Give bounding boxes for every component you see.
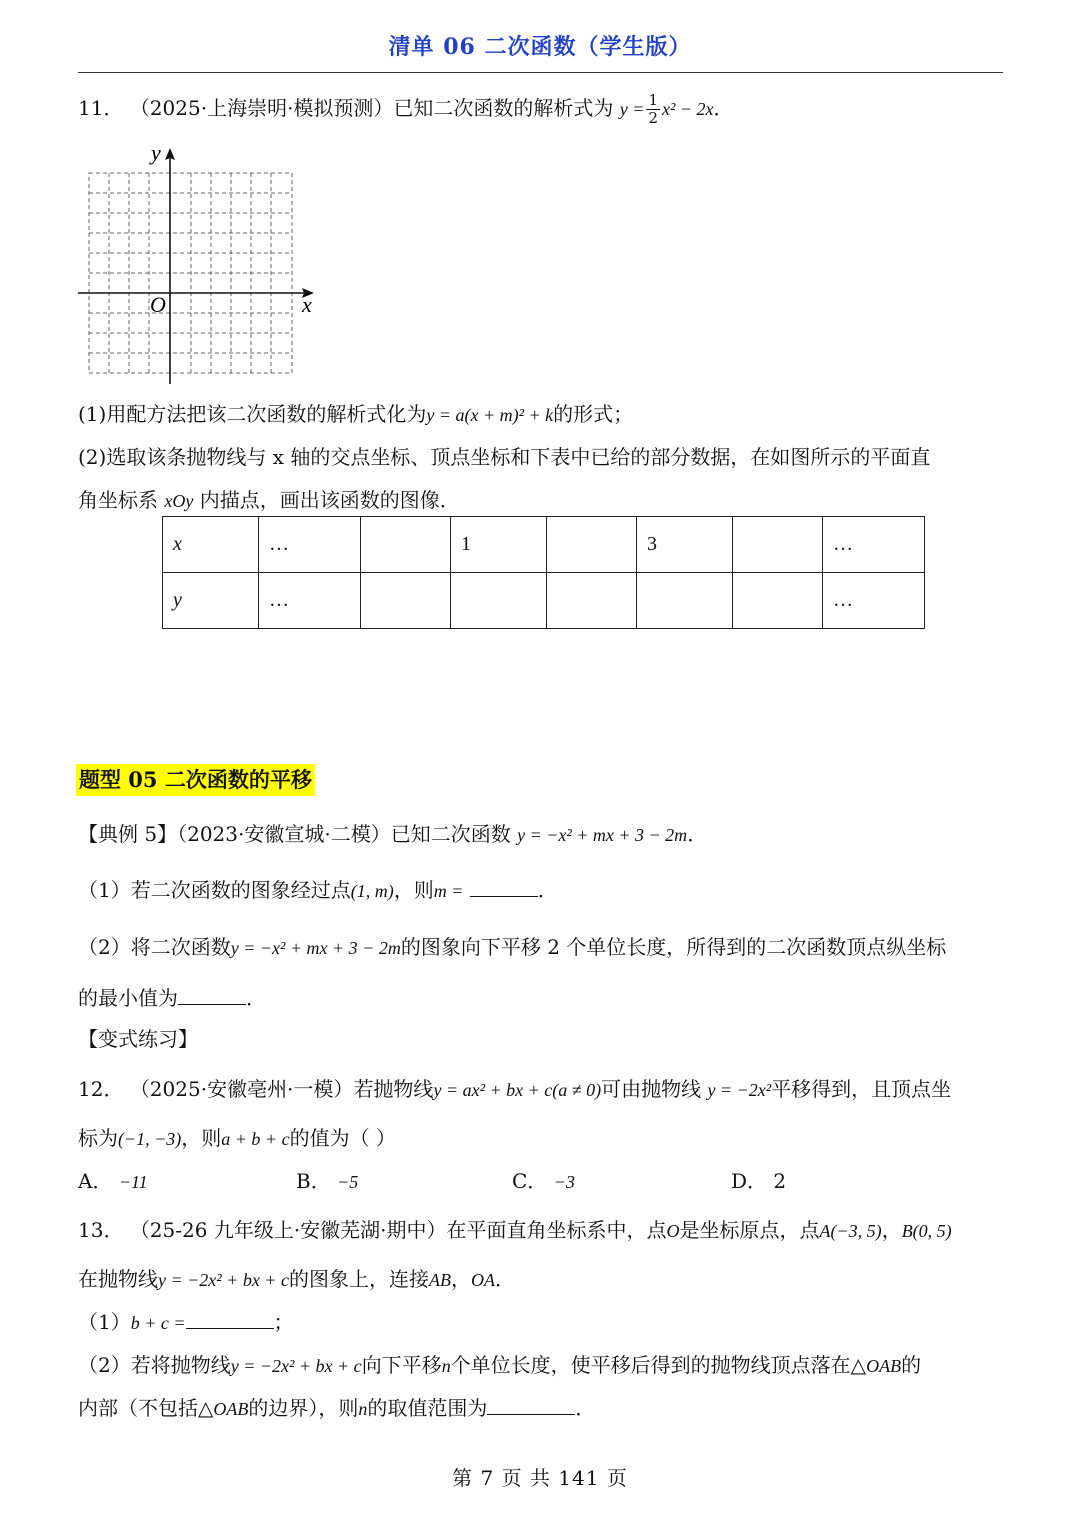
q13-line2-mid: 的图象上，连接 — [288, 1267, 429, 1291]
q11-part2-line1: (2)选取该条抛物线与 x 轴的交点坐标、顶点坐标和下表中已给的部分数据，在如图所示的平面直 — [78, 445, 931, 469]
q11-part2-line2-pre: 角坐标系 — [78, 488, 158, 512]
answer-blank[interactable] — [487, 1396, 575, 1415]
q11-part1-post: 的形式； — [553, 402, 634, 426]
table-cell — [547, 573, 637, 629]
q11-stem — [78, 92, 734, 127]
example5-point: (1, m) — [350, 881, 394, 901]
table-cell — [733, 517, 823, 573]
q12-formula1: y = ax² + bx + c(a ≠ 0) — [433, 1080, 602, 1100]
example5-part2-line2 — [78, 982, 266, 1011]
q13-part2 — [78, 1349, 921, 1378]
q13-pointA: A(−3, 5) — [819, 1221, 882, 1241]
table-cell — [451, 573, 547, 629]
q11-part2-math: xOy — [164, 491, 194, 511]
q11-part1-pre: (1)用配方法把该二次函数的解析式化为 — [78, 402, 427, 426]
table-cell: 1 — [451, 517, 547, 573]
q13-part2-n: n — [441, 1356, 451, 1376]
example5-formula: y = −x² + mx + 3 − 2m — [517, 825, 688, 845]
example5-part1-pre: （1）若二次函数的图象经过点 — [78, 878, 351, 902]
table-cell — [733, 573, 823, 629]
q11-part2-line2 — [78, 484, 460, 513]
q12-point: (−1, −3) — [118, 1129, 182, 1149]
table-row-x — [163, 517, 925, 573]
table-cell — [361, 517, 451, 573]
q13-part2-post2: 的 — [901, 1353, 922, 1377]
choice-b[interactable] — [296, 1165, 358, 1194]
q13-OAB: OAB — [866, 1356, 902, 1376]
choice-d[interactable] — [731, 1165, 786, 1194]
choice-letter: C． — [512, 1169, 548, 1193]
q13-O: O — [666, 1221, 680, 1241]
q13-source: （25-26 九年级上·安徽芜湖·期中） — [129, 1218, 447, 1242]
example5-part2-line2-text: 的最小值为 — [78, 986, 178, 1010]
table-cell: 3 — [637, 517, 733, 573]
choice-a[interactable] — [78, 1165, 148, 1194]
q11-frac-den: 2 — [648, 109, 658, 127]
example5-part2-pre: （2）将二次函数 — [78, 935, 231, 959]
example5-label: 【典例 5】 — [78, 822, 178, 846]
table-cell: … — [823, 573, 925, 629]
example5-part1-mid: ，则 — [393, 878, 434, 902]
q12-stem-pre: 若抛物线 — [353, 1077, 434, 1101]
answer-blank[interactable] — [186, 1310, 274, 1329]
q13-line4-mid: 的边界），则 — [248, 1396, 359, 1420]
table-cell — [547, 517, 637, 573]
example5-part2-post: 的图象向下平移 2 个单位长度，所得到的二次函数顶点纵坐标 — [400, 935, 947, 959]
header-divider — [78, 72, 1003, 73]
x-axis-label: x — [302, 292, 312, 317]
q11-part2-line2-post: 内描点，画出该函数的图像． — [199, 488, 460, 512]
q11-number: 11． — [78, 96, 124, 120]
q11-source: （2025·上海崇明·模拟预测） — [129, 96, 394, 120]
q13-line2 — [78, 1263, 515, 1292]
q13-line4-OAB: OAB — [213, 1399, 249, 1419]
q13-part2-mid: 向下平移 — [361, 1353, 442, 1377]
example5-stem — [78, 818, 707, 847]
practice-label: 【变式练习】 — [78, 1027, 198, 1051]
q12-stem — [78, 1073, 951, 1102]
example5-end: ． — [687, 822, 708, 846]
section-tag: 题型 05 二次函数的平移 — [76, 764, 315, 796]
q13-line2-pre: 在抛物线 — [78, 1267, 158, 1291]
q11-end: ． — [713, 96, 734, 120]
q13-part1-expr: b + c = — [130, 1313, 186, 1333]
example5-m-var: m = — [433, 881, 464, 901]
answer-blank[interactable] — [470, 878, 538, 897]
q11-fraction — [646, 92, 660, 127]
q12-line2-mid: ，则 — [181, 1126, 222, 1150]
q13-pointB: B(0, 5) — [901, 1221, 952, 1241]
table-cell — [637, 573, 733, 629]
grid-lines — [89, 173, 292, 373]
q13-line4-pre: 内部（不包括△ — [78, 1396, 214, 1420]
table-cell: x — [163, 517, 259, 573]
q11-part1-formula: y = a(x + m)² + k — [426, 405, 554, 425]
q13-part1-end: ； — [273, 1310, 294, 1334]
example5-part2-end: ． — [246, 986, 266, 1010]
choice-value: −5 — [337, 1172, 359, 1192]
example5-part2-formula: y = −x² + mx + 3 − 2m — [230, 938, 401, 958]
choice-letter: D． — [731, 1169, 768, 1193]
example5-source: （2023·安徽宣城·二模） — [177, 822, 391, 846]
q13-line2-end: ． — [494, 1267, 515, 1291]
q12-number: 12． — [78, 1077, 124, 1101]
q13-line4-post: 的取值范围为 — [367, 1396, 488, 1420]
q13-part2-formula: y = −2x² + bx + c — [230, 1356, 362, 1376]
q13-stem — [78, 1214, 952, 1243]
page-header-title: 清单 06 二次函数（学生版） — [388, 34, 692, 60]
example5-part2 — [78, 931, 946, 960]
answer-blank[interactable] — [178, 986, 246, 1005]
q13-line4-end: ． — [575, 1396, 596, 1420]
q13-OA: OA — [470, 1270, 495, 1290]
choice-value: −11 — [118, 1172, 148, 1192]
q12-line2 — [78, 1122, 396, 1151]
choice-letter: A． — [78, 1169, 113, 1193]
q11-formula-rest: x² − 2x — [661, 99, 714, 119]
q11-stem-text: 已知二次函数的解析式为 — [393, 96, 614, 120]
q13-stem-mid: 是坐标原点，点 — [679, 1218, 820, 1242]
q13-formula: y = −2x² + bx + c — [158, 1270, 289, 1290]
q13-stem-pre: 在平面直角坐标系中，点 — [446, 1218, 667, 1242]
page-footer: 第 7 页 共 141 页 — [452, 1466, 628, 1490]
choice-value: −3 — [553, 1172, 575, 1192]
values-table — [162, 516, 925, 629]
q12-expr: a + b + c — [221, 1129, 290, 1149]
q13-AB: AB — [428, 1270, 451, 1290]
example5-part1 — [78, 874, 558, 903]
table-cell: … — [259, 573, 361, 629]
q11-formula-y: y = — [619, 99, 645, 119]
table-row-y — [163, 573, 925, 629]
q12-stem-mid: 可由抛物线 — [601, 1077, 702, 1101]
q12-formula2: y = −2x² — [707, 1080, 772, 1100]
q13-comma: ， — [881, 1218, 902, 1242]
q12-line2-post: 的值为（ ） — [289, 1126, 396, 1150]
q11-frac-num: 1 — [648, 91, 658, 109]
example5-part1-end: ． — [537, 878, 558, 902]
q13-number: 13． — [78, 1218, 124, 1242]
table-cell — [361, 573, 451, 629]
q11-part1 — [78, 398, 633, 427]
q13-line4-n: n — [358, 1399, 368, 1419]
q12-source: （2025·安徽亳州·一模） — [129, 1077, 354, 1101]
q12-line2-pre: 标为 — [78, 1126, 118, 1150]
choice-letter: B． — [296, 1169, 331, 1193]
q13-part1-pre: （1） — [78, 1310, 131, 1334]
q13-line4 — [78, 1392, 595, 1421]
example5-stem-text: 已知二次函数 — [390, 822, 511, 846]
q12-stem-post: 平移得到，且顶点坐 — [771, 1077, 952, 1101]
q13-part1 — [78, 1306, 294, 1335]
q13-sep: ， — [450, 1267, 471, 1291]
origin-label: O — [150, 292, 166, 317]
table-cell: … — [823, 517, 925, 573]
table-cell: y — [163, 573, 259, 629]
y-axis-label: y — [151, 140, 161, 165]
coordinate-grid — [74, 140, 324, 390]
q13-part2-post: 个单位长度，使平移后得到的抛物线顶点落在△ — [450, 1353, 867, 1377]
q13-part2-pre: （2）若将抛物线 — [78, 1353, 231, 1377]
table-cell: … — [259, 517, 361, 573]
choice-c[interactable] — [512, 1165, 575, 1194]
choice-value: 2 — [773, 1169, 787, 1193]
